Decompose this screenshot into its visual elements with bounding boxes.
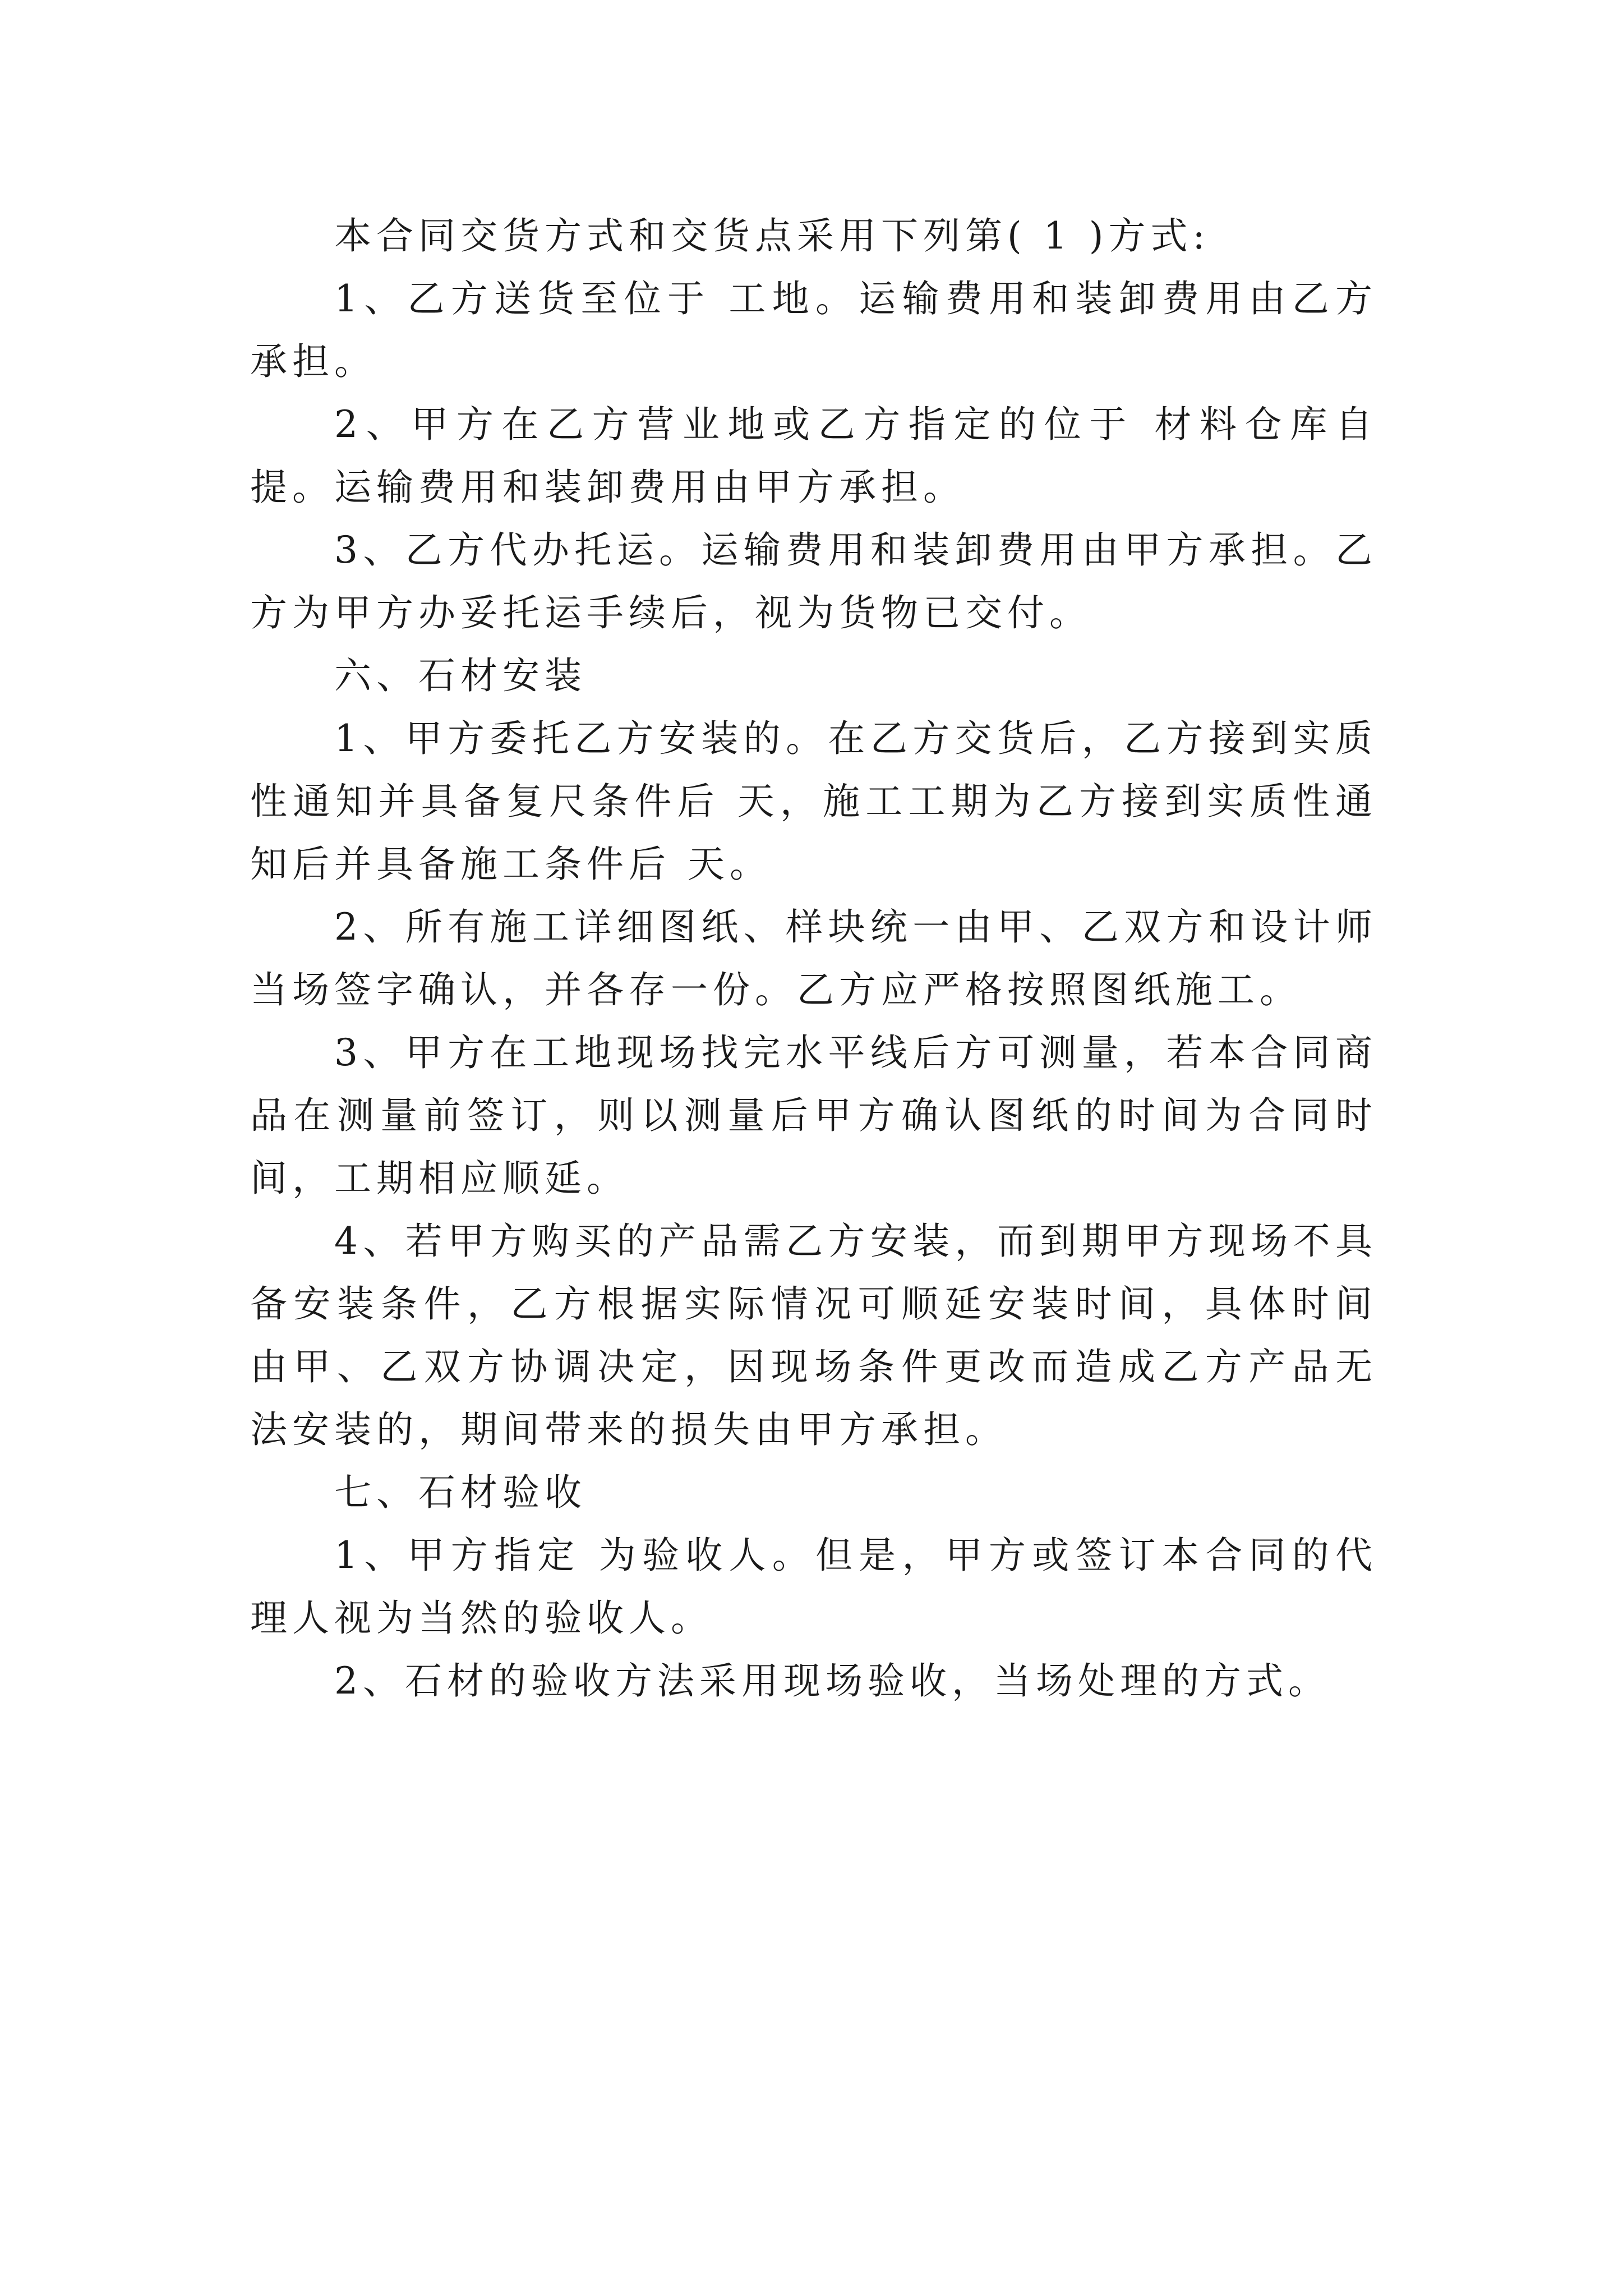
paragraph-acceptance-2: 2、石材的验收方法采用现场验收，当场处理的方式。 <box>334 1659 1330 1703</box>
paragraph-installation-1: 1、甲方委托乙方安装的。在乙方交货后，乙方接到实质性通知并具备复尺条件后 天，施工工期为乙方接到实质性通知后并具备施工条件后 天。 <box>250 717 1377 886</box>
paragraph-delivery-option-1: 1、乙方送货至位于 工地。运输费用和装卸费用由乙方承担。 <box>250 277 1377 383</box>
section-heading-acceptance: 七、石材验收 <box>334 1471 587 1514</box>
paragraph-installation-3: 3、甲方在工地现场找完水平线后方可测量，若本合同商品在测量前签订，则以测量后甲方确认图纸的时间为合同时间，工期相应顺延。 <box>250 1031 1377 1200</box>
contract-body <box>250 205 1377 1713</box>
paragraph-installation-4: 4、若甲方购买的产品需乙方安装，而到期甲方现场不具备安装条件，乙方根据实际情况可顺延安装时间，具体时间由甲、乙双方协调决定，因现场条件更改而造成乙方产品无法安装的，期间带来的损失由甲方承担。 <box>250 1220 1377 1451</box>
paragraph-installation-2: 2、所有施工详细图纸、样块统一由甲、乙双方和设计师当场签字确认，并各存一份。乙方应严格按照图纸施工。 <box>250 905 1377 1011</box>
paragraph-delivery-option-2: 2、甲方在乙方营业地或乙方指定的位于 材料仓库自提。运输费用和装卸费用由甲方承担。 <box>250 403 1377 509</box>
section-heading-installation: 六、石材安装 <box>334 654 587 697</box>
paragraph-delivery-method: 本合同交货方式和交货点采用下列第( 1 )方式: <box>334 214 1210 257</box>
paragraph-delivery-option-3: 3、乙方代办托运。运输费用和装卸费用由甲方承担。乙方为甲方办妥托运手续后，视为货物已交付。 <box>250 528 1377 634</box>
paragraph-acceptance-1: 1、甲方指定 为验收人。但是，甲方或签订本合同的代理人视为当然的验收人。 <box>250 1534 1377 1640</box>
